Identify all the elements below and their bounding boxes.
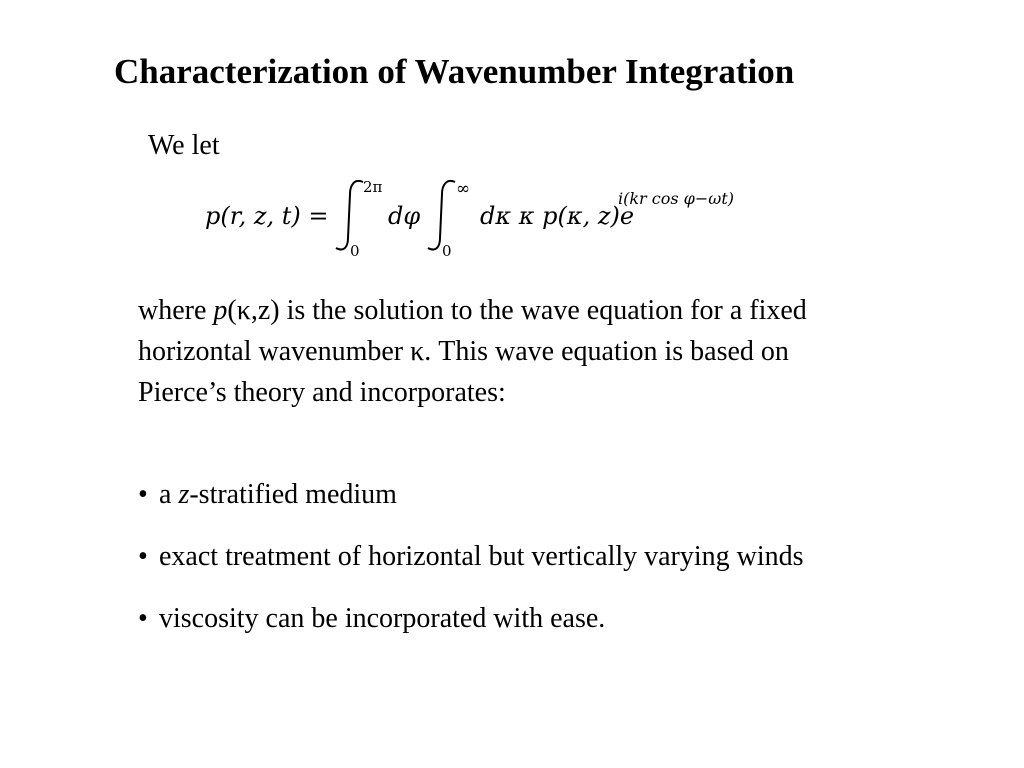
equation-exponent: i(kr cos φ−ωt) (618, 189, 735, 208)
bullet-italic-z: z (178, 479, 190, 510)
paragraph-p-variable: p (213, 295, 228, 326)
description-paragraph (138, 290, 838, 413)
bullet-item (138, 598, 838, 639)
integral-2-integrand: dκ κ p(κ, z)e (480, 202, 635, 230)
integral-2-lower: 0 (442, 242, 452, 260)
paragraph-text (138, 290, 838, 413)
integral-1-differential: dφ (388, 202, 421, 230)
intro-text: We let (148, 130, 220, 161)
paragraph-part1: where (138, 295, 214, 326)
bullet-symbol: • (138, 479, 148, 510)
equation-lhs: p(r, z, t) = (205, 202, 329, 230)
bullet-text: -stratified medium (189, 479, 397, 510)
paragraph-part2: (κ,z) is the solution to the wave equation for a fixed horizontal wavenumber κ. This wave equation is based on Pierce’s theory and incorporates: (138, 295, 807, 408)
bullet-symbol: • (138, 603, 148, 634)
bullet-prefix: a (159, 479, 179, 510)
integral-sign-2 (428, 181, 455, 250)
integral-2-upper: ∞ (456, 179, 471, 199)
bullet-item (138, 474, 838, 515)
equation (200, 168, 780, 260)
bullet-item (138, 536, 838, 577)
bullet-text: viscosity can be incorporated with ease. (159, 603, 606, 634)
bullet-list (138, 474, 838, 660)
slide-title: Characterization of Wavenumber Integration (114, 52, 795, 91)
integral-1-lower: 0 (350, 242, 360, 260)
bullet-text: exact treatment of horizontal but vertically varying winds (159, 541, 804, 572)
integral-1-upper: 2π (363, 178, 383, 196)
integral-sign-1 (336, 181, 363, 250)
bullet-symbol: • (138, 541, 148, 572)
